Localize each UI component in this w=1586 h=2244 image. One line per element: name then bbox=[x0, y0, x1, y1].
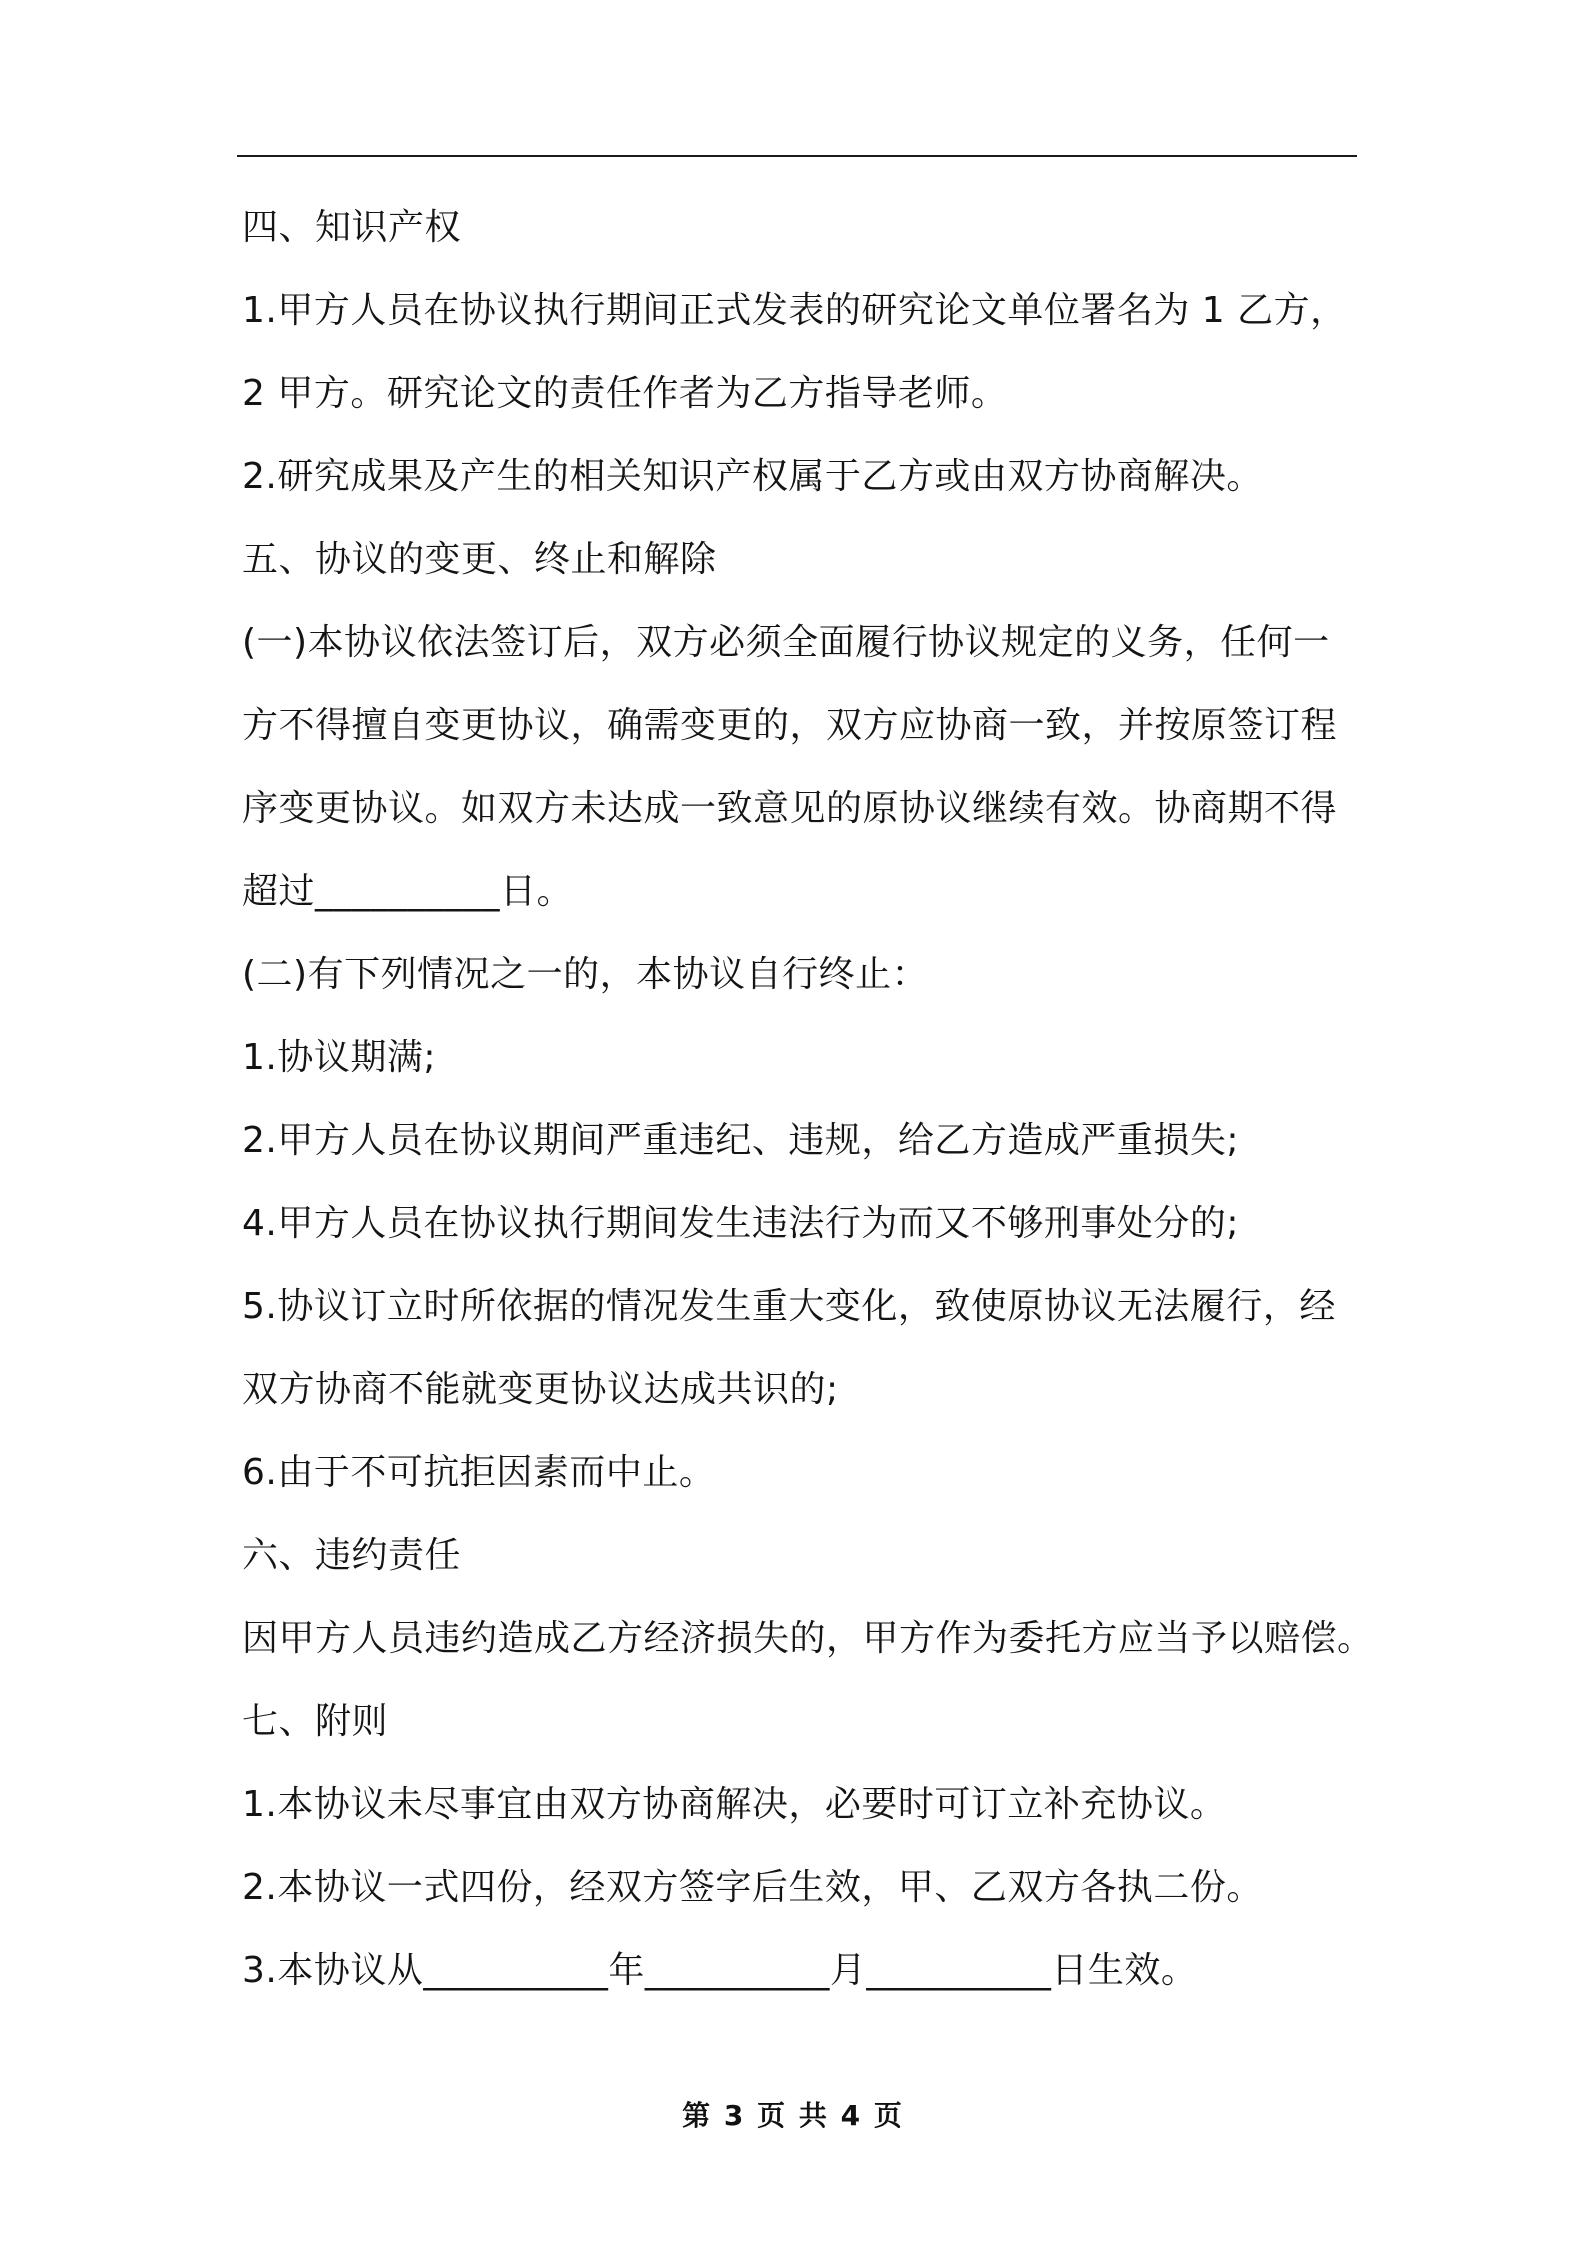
list-item: 3.本协议从__________年__________月__________日生效。 bbox=[242, 1950, 1198, 1991]
paragraph-line: 序变更协议。如双方未达成一致意见的原协议继续有效。协商期不得 bbox=[242, 788, 1338, 829]
list-item: 1.本协议未尽事宜由双方协商解决，必要时可订立补充协议。 bbox=[242, 1784, 1227, 1825]
list-item: 6.由于不可抗拒因素而中止。 bbox=[242, 1452, 716, 1493]
paragraph-line: (二)有下列情况之一的，本协议自行终止： bbox=[242, 954, 929, 995]
section-heading-intellectual-property: 四、知识产权 bbox=[242, 207, 462, 248]
paragraph-line: 方不得擅自变更协议，确需变更的，双方应协商一致，并按原签订程 bbox=[242, 705, 1338, 746]
list-item: 5.协议订立时所依据的情况发生重大变化，致使原协议无法履行，经 bbox=[242, 1286, 1336, 1327]
list-item-continuation: 双方协商不能就变更协议达成共识的; bbox=[242, 1369, 839, 1410]
header-rule bbox=[237, 155, 1357, 157]
paragraph-line: 因甲方人员违约造成乙方经济损失的，甲方作为委托方应当予以赔偿。 bbox=[242, 1618, 1374, 1659]
list-item: 4.甲方人员在协议执行期间发生违法行为而又不够刑事处分的; bbox=[242, 1203, 1239, 1244]
paragraph-line: 1.甲方人员在协议执行期间正式发表的研究论文单位署名为 1 乙方， bbox=[242, 290, 1347, 331]
paragraph-line: 2 甲方。研究论文的责任作者为乙方指导老师。 bbox=[242, 373, 1008, 414]
paragraph-line: 超过__________日。 bbox=[242, 871, 574, 912]
paragraph-line: (一)本协议依法签订后，双方必须全面履行协议规定的义务，任何一 bbox=[242, 622, 1330, 663]
section-heading-modification-termination: 五、协议的变更、终止和解除 bbox=[242, 539, 717, 580]
list-item: 2.甲方人员在协议期间严重违纪、违规，给乙方造成严重损失; bbox=[242, 1120, 1239, 1161]
section-heading-liability: 六、违约责任 bbox=[242, 1535, 462, 1576]
list-item: 2.本协议一式四份，经双方签字后生效，甲、乙双方各执二份。 bbox=[242, 1867, 1263, 1908]
section-heading-supplementary: 七、附则 bbox=[242, 1701, 389, 1742]
page-number-footer: 第 3 页 共 4 页 bbox=[682, 2099, 904, 2132]
paragraph-line: 2.研究成果及产生的相关知识产权属于乙方或由双方协商解决。 bbox=[242, 456, 1263, 497]
list-item: 1.协议期满; bbox=[242, 1037, 436, 1078]
